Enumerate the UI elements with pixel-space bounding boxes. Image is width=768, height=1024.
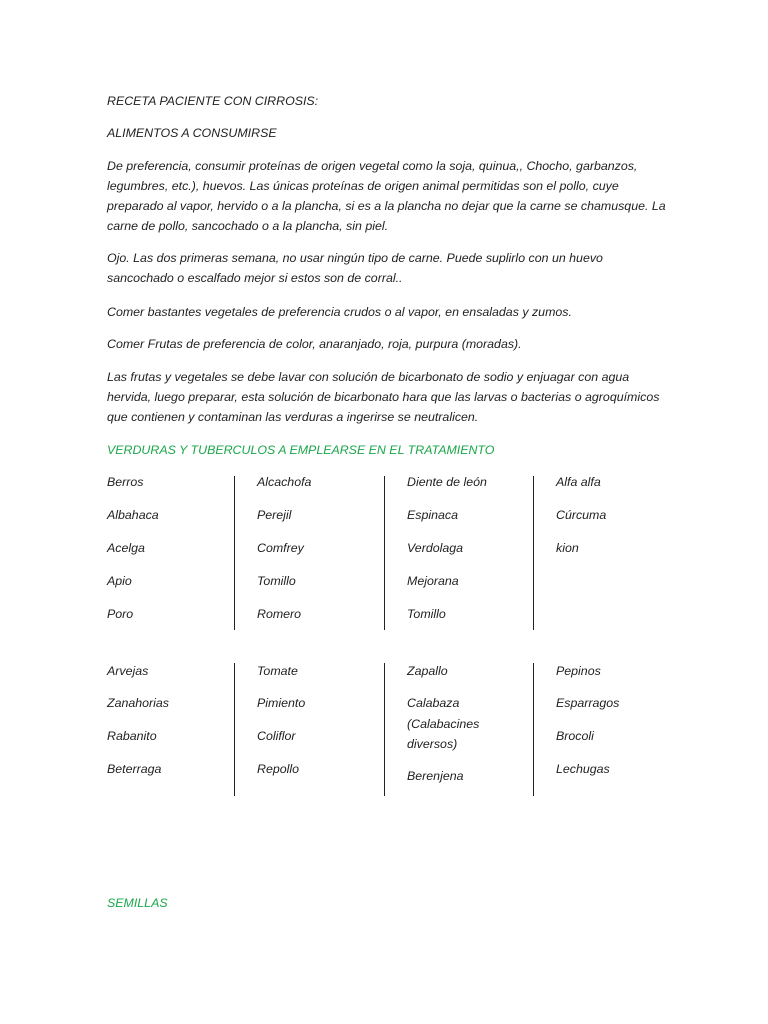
list-item: Berros xyxy=(107,475,144,489)
list-item: Diente de león xyxy=(407,475,487,489)
list-item: Esparragos xyxy=(556,696,620,710)
list-item: Zapallo xyxy=(407,664,448,678)
paragraph-washing: Las frutas y vegetales se debe lavar con solución de bicarbonato de sodio y enjuagar con agua hervida, luego preparar, esta solución de bicarbonato hara que las larvas o bacterias o agroquímicos que contienen y contaminan las verduras a ingerirse se neutralicen. xyxy=(107,370,660,424)
list-item: Verdolaga xyxy=(407,541,464,555)
column-divider xyxy=(384,663,385,796)
column-divider xyxy=(234,663,235,796)
list-item: Cúrcuma xyxy=(556,508,607,522)
list-item: Arvejas xyxy=(107,664,149,678)
list-item: Romero xyxy=(257,607,302,621)
list-item: (Calabacines xyxy=(407,717,480,731)
vegetables-table-1 xyxy=(107,472,707,632)
list-item: Acelga xyxy=(107,541,145,555)
list-item: Comfrey xyxy=(257,541,304,555)
list-item: Apio xyxy=(107,574,132,588)
list-item: Tomate xyxy=(257,664,298,678)
list-item: Tomillo xyxy=(257,574,296,588)
document-subtitle: ALIMENTOS A CONSUMIRSE xyxy=(107,126,277,140)
paragraph-proteins: De preferencia, consumir proteínas de origen vegetal como la soja, quinua,, Chocho, garbanzos, legumbres, etc.), huevos. Las únicas proteínas de origen animal permitidas son el pollo, cuye preparado al vapor, hervido o a la plancha, si es a la plancha no dejar que la carne se chamusque. La carne de pollo, sancochado o a la plancha, sin piel. xyxy=(107,159,666,233)
list-item: Pimiento xyxy=(257,696,306,710)
vegetables-table-2 xyxy=(107,661,707,801)
column-divider xyxy=(234,476,235,630)
list-item: Coliflor xyxy=(257,729,296,743)
list-item: Perejil xyxy=(257,508,292,522)
paragraph-fruits: Comer Frutas de preferencia de color, anaranjado, roja, purpura (moradas). xyxy=(107,337,522,351)
list-item: diversos) xyxy=(407,737,458,751)
list-item: Beterraga xyxy=(107,762,162,776)
list-item: Poro xyxy=(107,607,134,621)
column-divider xyxy=(533,663,534,796)
list-item: Lechugas xyxy=(556,762,610,776)
paragraph-first-weeks: Ojo. Las dos primeras semana, no usar ningún tipo de carne. Puede suplirlo con un huevo sancochado o escalfado mejor si estos son de corral.. xyxy=(107,251,603,285)
list-item: Zanahorias xyxy=(107,696,169,710)
document-title: RECETA PACIENTE CON CIRROSIS: xyxy=(107,94,319,108)
section-heading-seeds: SEMILLAS xyxy=(107,896,168,910)
list-item: Repollo xyxy=(257,762,300,776)
section-heading-vegetables: VERDURAS Y TUBERCULOS A EMPLEARSE EN EL TRATAMIENTO xyxy=(107,443,495,457)
list-item: Tomillo xyxy=(407,607,446,621)
list-item: Calabaza xyxy=(407,696,460,710)
list-item: Albahaca xyxy=(107,508,159,522)
paragraph-vegetables: Comer bastantes vegetales de preferencia crudos o al vapor, en ensaladas y zumos. xyxy=(107,305,572,319)
list-item: Rabanito xyxy=(107,729,157,743)
list-item: Pepinos xyxy=(556,664,601,678)
column-divider xyxy=(533,476,534,630)
column-divider xyxy=(384,476,385,630)
list-item: Mejorana xyxy=(407,574,459,588)
list-item: Berenjena xyxy=(407,769,464,783)
list-item: Alcachofa xyxy=(257,475,312,489)
list-item: kion xyxy=(556,541,579,555)
list-item: Espinaca xyxy=(407,508,458,522)
list-item: Brocoli xyxy=(556,729,594,743)
list-item: Alfa alfa xyxy=(556,475,601,489)
